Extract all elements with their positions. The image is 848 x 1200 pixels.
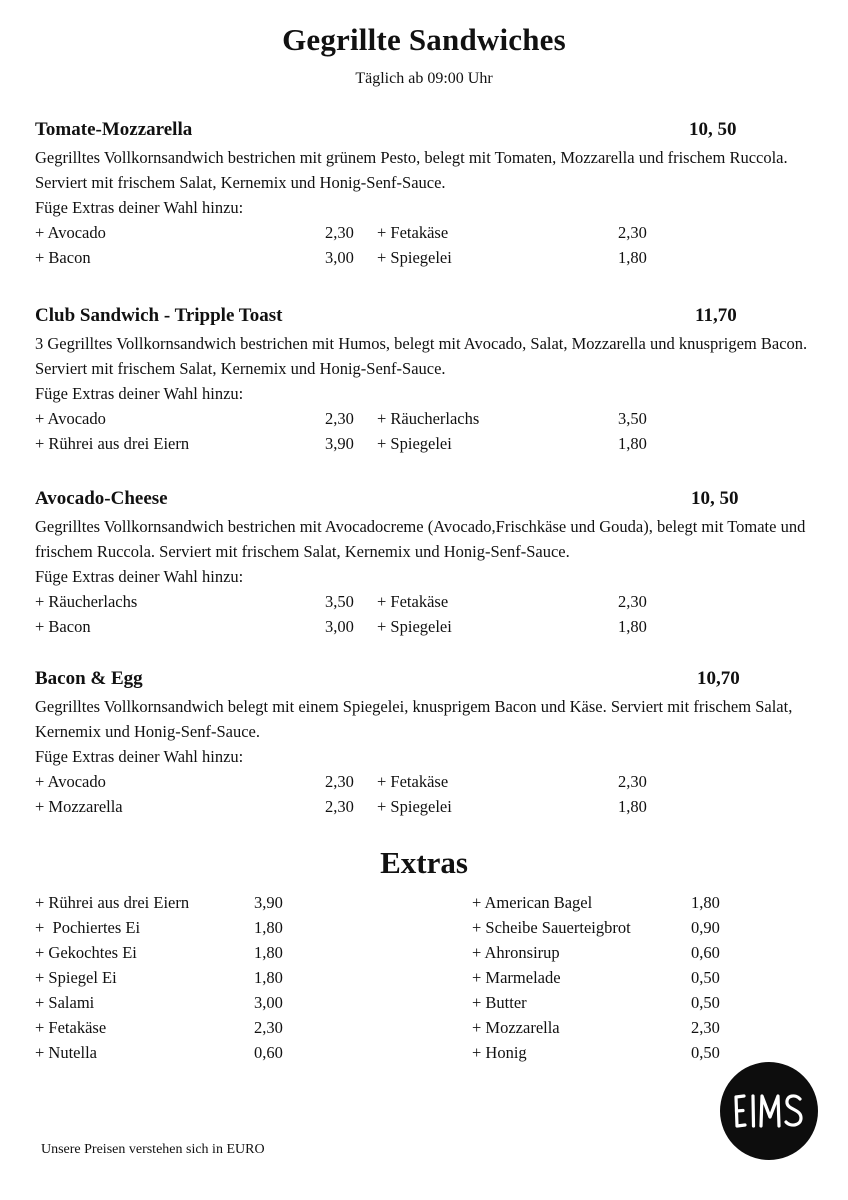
extra-price: 2,30 [325,409,354,428]
extra-price: 1,80 [691,893,720,912]
extra-name: + Räucherlachs [35,592,138,611]
extras-row [35,431,815,456]
menu-item-name: Avocado-Cheese [35,488,168,509]
extra-name: + Spiegelei [377,248,452,267]
extra-name: + Fetakäse [377,592,449,611]
extras-list-right [472,890,732,1065]
extra-price: 1,80 [618,797,647,816]
extras-list-item [35,915,295,940]
extra-price: 2,30 [254,1018,283,1037]
extras-row [35,220,815,245]
extras-row [35,794,815,819]
menu-item-description: Gegrilltes Vollkornsandwich belegt mit einem Spiegelei, knusprigem Bacon und Käse. Serviert mit frischem Salat, Kernemix und Honig-Senf-Sauce. [35,697,793,741]
price-note: Unsere Preisen verstehen sich in EURO [41,1142,265,1157]
extra-name: + Spiegelei [377,434,452,453]
extras-row [35,406,815,431]
extra-name: + Räucherlachs [377,409,480,428]
extras-list-item [472,940,732,965]
extra-name: + Fetakäse [377,772,449,791]
extra-name: + Avocado [35,223,106,242]
extras-row [35,245,815,270]
extras-list-item [472,1040,732,1065]
extras-row [35,589,815,614]
menu-item-description: Gegrilltes Vollkornsandwich bestrichen mit grünem Pesto, belegt mit Tomaten, Mozzarella und frischem Ruccola. Serviert mit frischem Salat, Kernemix und Honig-Senf-Sauce. [35,148,788,192]
extra-price: 3,50 [618,409,647,428]
extra-name: + Bacon [35,248,91,267]
extra-name: + Pochiertes Ei [35,918,141,937]
extra-price: 0,60 [691,943,720,962]
extras-list-item [472,990,732,1015]
extra-price: 1,80 [254,943,283,962]
extra-name: + Rührei aus drei Eiern [35,434,190,453]
extra-name: + Avocado [35,409,106,428]
extras-intro: Füge Extras deiner Wahl hinzu: [35,198,244,217]
extra-price: 2,30 [325,797,354,816]
extra-price: 3,90 [254,893,283,912]
extra-price: 1,80 [618,248,647,267]
extras-list-item [472,965,732,990]
extra-price: 2,30 [618,772,647,791]
extra-price: 1,80 [618,617,647,636]
extras-intro: Füge Extras deiner Wahl hinzu: [35,384,244,403]
extra-name: + Ahronsirup [472,943,560,962]
extra-price: 2,30 [325,223,354,242]
menu-item-name: Club Sandwich - Tripple Toast [35,305,283,326]
menu-item-description: 3 Gegrilltes Vollkornsandwich bestrichen mit Humos, belegt mit Avocado, Salat, Mozzarella und knusprigem Bacon. Serviert mit frischem Salat, Kernemix und Honig-Senf-Sauce. [35,334,808,378]
menu-item-name: Bacon & Egg [35,668,143,689]
extra-price: 2,30 [691,1018,720,1037]
menu-item-header [35,668,815,694]
menu-item [35,119,815,270]
extra-name: + American Bagel [472,893,593,912]
extra-price: 3,00 [325,248,354,267]
extra-price: 2,30 [618,223,647,242]
opening-hours: Täglich ab 09:00 Uhr [355,70,493,87]
extra-name: + Bacon [35,617,91,636]
extra-name: + Salami [35,993,95,1012]
extra-price: 0,50 [691,1043,720,1062]
extra-price: 2,30 [618,592,647,611]
extra-price: 1,80 [618,434,647,453]
extra-price: 3,00 [254,993,283,1012]
extras-list-item [35,965,295,990]
menu-item-price: 10, 50 [691,488,739,509]
extra-price: 2,30 [325,772,354,791]
extra-name: + Nutella [35,1043,97,1062]
extra-name: + Marmelade [472,968,561,987]
extras-intro: Füge Extras deiner Wahl hinzu: [35,567,244,586]
extra-name: + Spiegelei [377,797,452,816]
extra-name: + Fetakäse [377,223,449,242]
extra-price: 0,50 [691,968,720,987]
menu-item-header [35,488,815,514]
extras-list-item [35,1015,295,1040]
extra-price: 3,90 [325,434,354,453]
menu-item-price: 10,70 [697,668,740,689]
extra-name: + Avocado [35,772,106,791]
eims-logo [720,1062,818,1160]
menu-item [35,668,815,819]
extra-price: 0,90 [691,918,720,937]
extras-list-item [35,940,295,965]
menu-item-header [35,305,815,331]
extras-list-item [472,890,732,915]
extras-row [35,769,815,794]
extras-list-item [35,1040,295,1065]
extra-price: 0,60 [254,1043,283,1062]
extra-name: + Butter [472,993,527,1012]
extra-price: 3,00 [325,617,354,636]
extra-price: 3,50 [325,592,354,611]
eims-logo-mark [720,1062,818,1160]
extra-name: + Rührei aus drei Eiern [35,893,190,912]
extras-list-item [35,890,295,915]
menu-item [35,488,815,639]
extra-price: 1,80 [254,918,283,937]
extra-name: + Mozzarella [35,797,123,816]
menu-item-name: Tomate-Mozzarella [35,119,193,140]
extras-intro: Füge Extras deiner Wahl hinzu: [35,747,244,766]
page-title: Gegrillte Sandwiches [282,22,566,57]
extras-list-left [35,890,295,1065]
extras-section-title: Extras [380,845,468,880]
extras-list-item [35,990,295,1015]
extra-name: + Spiegelei [377,617,452,636]
menu-item [35,305,815,456]
menu-item-description: Gegrilltes Vollkornsandwich bestrichen mit Avocadocreme (Avocado,Frischkäse und Gouda), belegt mit Tomate und frischem Ruccola. Serviert mit frischem Salat, Kernemix und Honig-Senf-Sauce. [35,517,806,561]
extra-name: + Honig [472,1043,527,1062]
extras-list-item [472,1015,732,1040]
menu-item-header [35,119,815,145]
extra-name: + Mozzarella [472,1018,560,1037]
extra-name: + Fetakäse [35,1018,107,1037]
extra-price: 1,80 [254,968,283,987]
extra-price: 0,50 [691,993,720,1012]
extra-name: + Scheibe Sauerteigbrot [472,918,631,937]
extra-name: + Gekochtes Ei [35,943,137,962]
extra-name: + Spiegel Ei [35,968,117,987]
menu-item-price: 11,70 [695,305,737,326]
extras-list-item [472,915,732,940]
extras-row [35,614,815,639]
menu-item-price: 10, 50 [689,119,737,140]
